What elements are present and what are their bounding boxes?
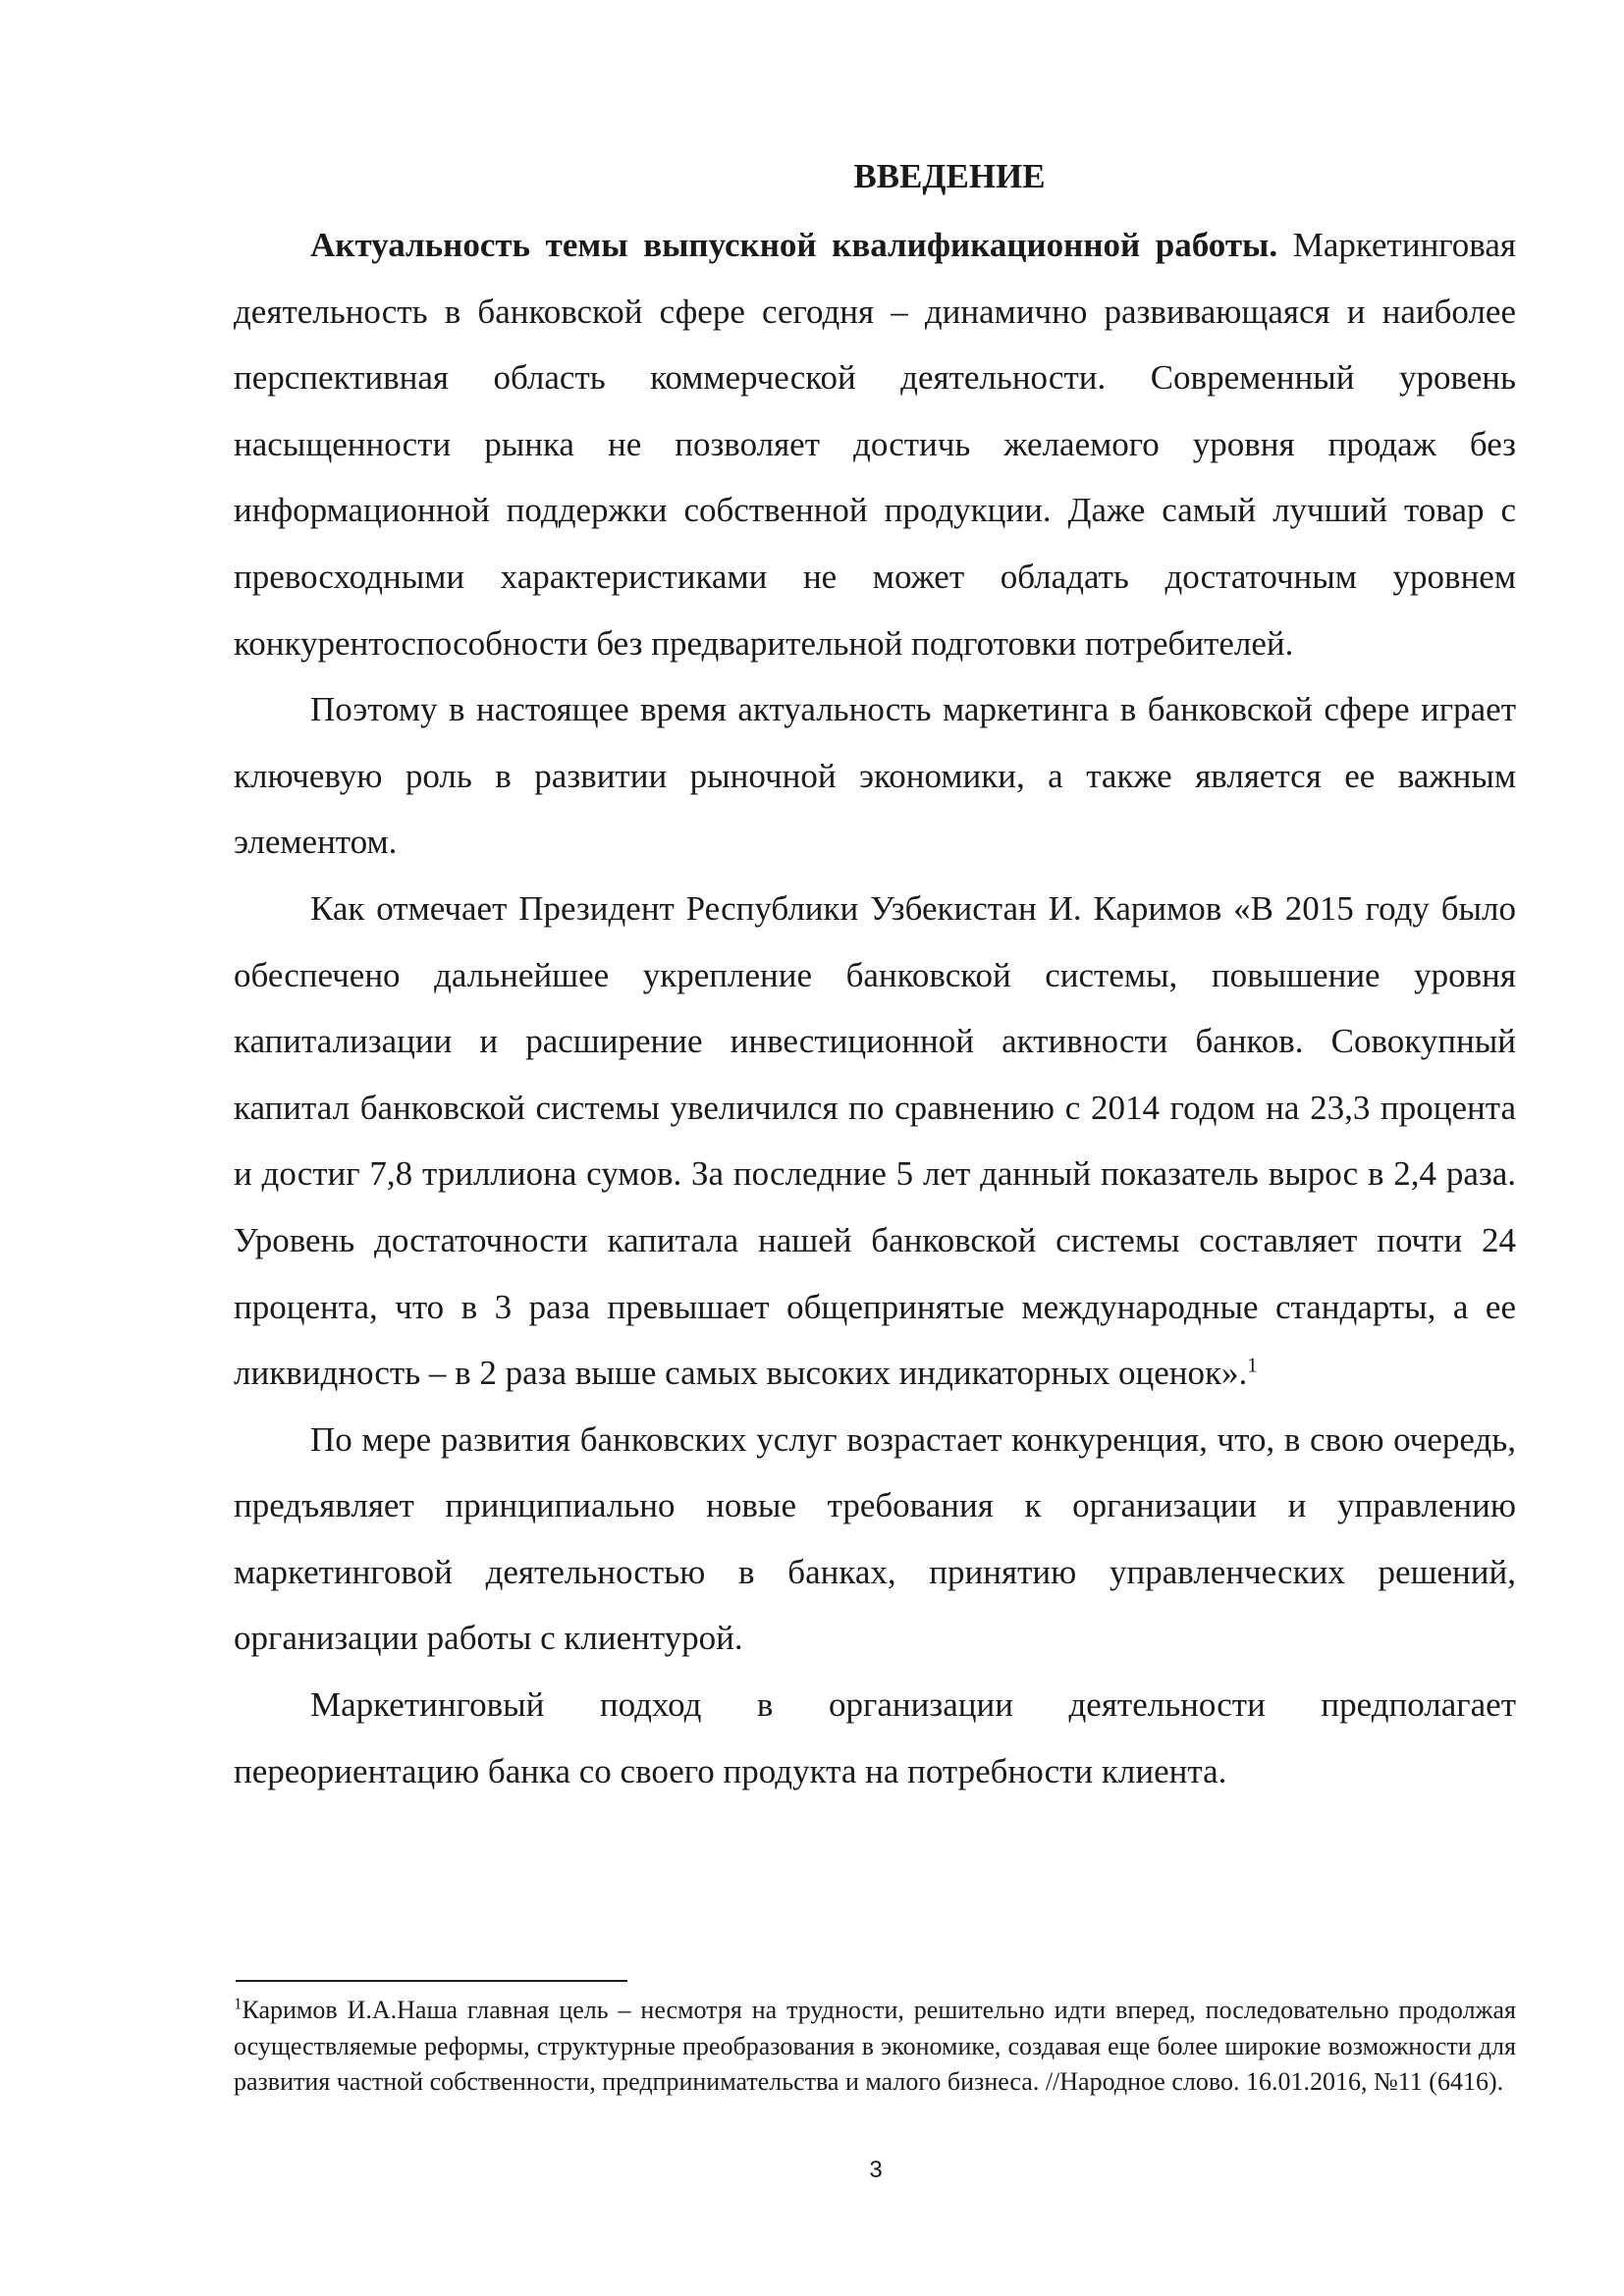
footnote-marker: 1 (234, 1994, 243, 2013)
paragraph-relevance (234, 212, 1516, 676)
body-text (234, 212, 1516, 1804)
footnote-text: Каримов И.А.Наша главная цель – несмотря на трудности, решительно идти вперед, последовательно продолжая осуществляемые реформы, структурные преобразования в экономике, создавая еще более широкие возможности для развития частной собственности, предпринимательства и малого бизнеса. //Народное слово. 16.01.2016, №11 (6416). (234, 1996, 1516, 2096)
paragraph-text: Маркетинговая деятельность в банковской сфере сегодня – динамично развивающаяся и наиболее перспективная область коммерческой деятельности. Современный уровень насыщенности рынка не позволяет достичь желаемого уровня продаж без информационной поддержки собственной продукции. Даже самый лучший товар с превосходными характеристиками не может обладать достаточным уровнем конкурентоспособности без предварительной подготовки потребителей. (234, 226, 1516, 663)
quote-text: Как отмечает Президент Республики Узбекистан И. Каримов «В 2015 году было обеспечено дальнейшее укрепление банковской системы, повышение уровня капитализации и расширение инвестиционной активности банков. Совокупный капитал банковской системы увеличился по сравнению с 2014 годом на 23,3 процента и достиг 7,8 триллиона сумов. За последние 5 лет данный показатель вырос в 2,4 раза. Уровень достаточности капитала нашей банковской системы составляет почти 24 процента, что в 3 раза превышает общепринятые международные стандарты, а ее ликвидность – в 2 раза выше самых высоких индикаторных оценок». (234, 888, 1516, 1393)
paragraph-marketing-approach: Маркетинговый подход в организации деятельности предполагает переориентацию банка со своего продукта на потребности клиента. (234, 1685, 1516, 1790)
page-title: ВВЕДЕНИЕ (853, 157, 1046, 195)
footnote-separator (236, 1980, 627, 1982)
paragraph-competition: По мере развития банковских услуг возрастает конкуренция, что, в свою очередь, предъявляет принципиально новые требования к организации и управлению маркетинговой деятельностью в банках, принятию управленческих решений, организации работы с клиентурой. (234, 1419, 1516, 1658)
footnote (234, 1993, 1516, 2101)
paragraph-president-quote (234, 876, 1516, 1407)
page-number: 3 (869, 2157, 883, 2183)
footnote-reference[interactable]: 1 (1247, 1353, 1258, 1377)
paragraph-marketing-role: Поэтому в настоящее время актуальность маркетинга в банковской сфере играет ключевую роль в развитии рыночной экономики, а также является ее важным элементом. (234, 690, 1516, 862)
paragraph-lead-bold: Актуальность темы выпускной квалификационной работы. (310, 226, 1278, 264)
